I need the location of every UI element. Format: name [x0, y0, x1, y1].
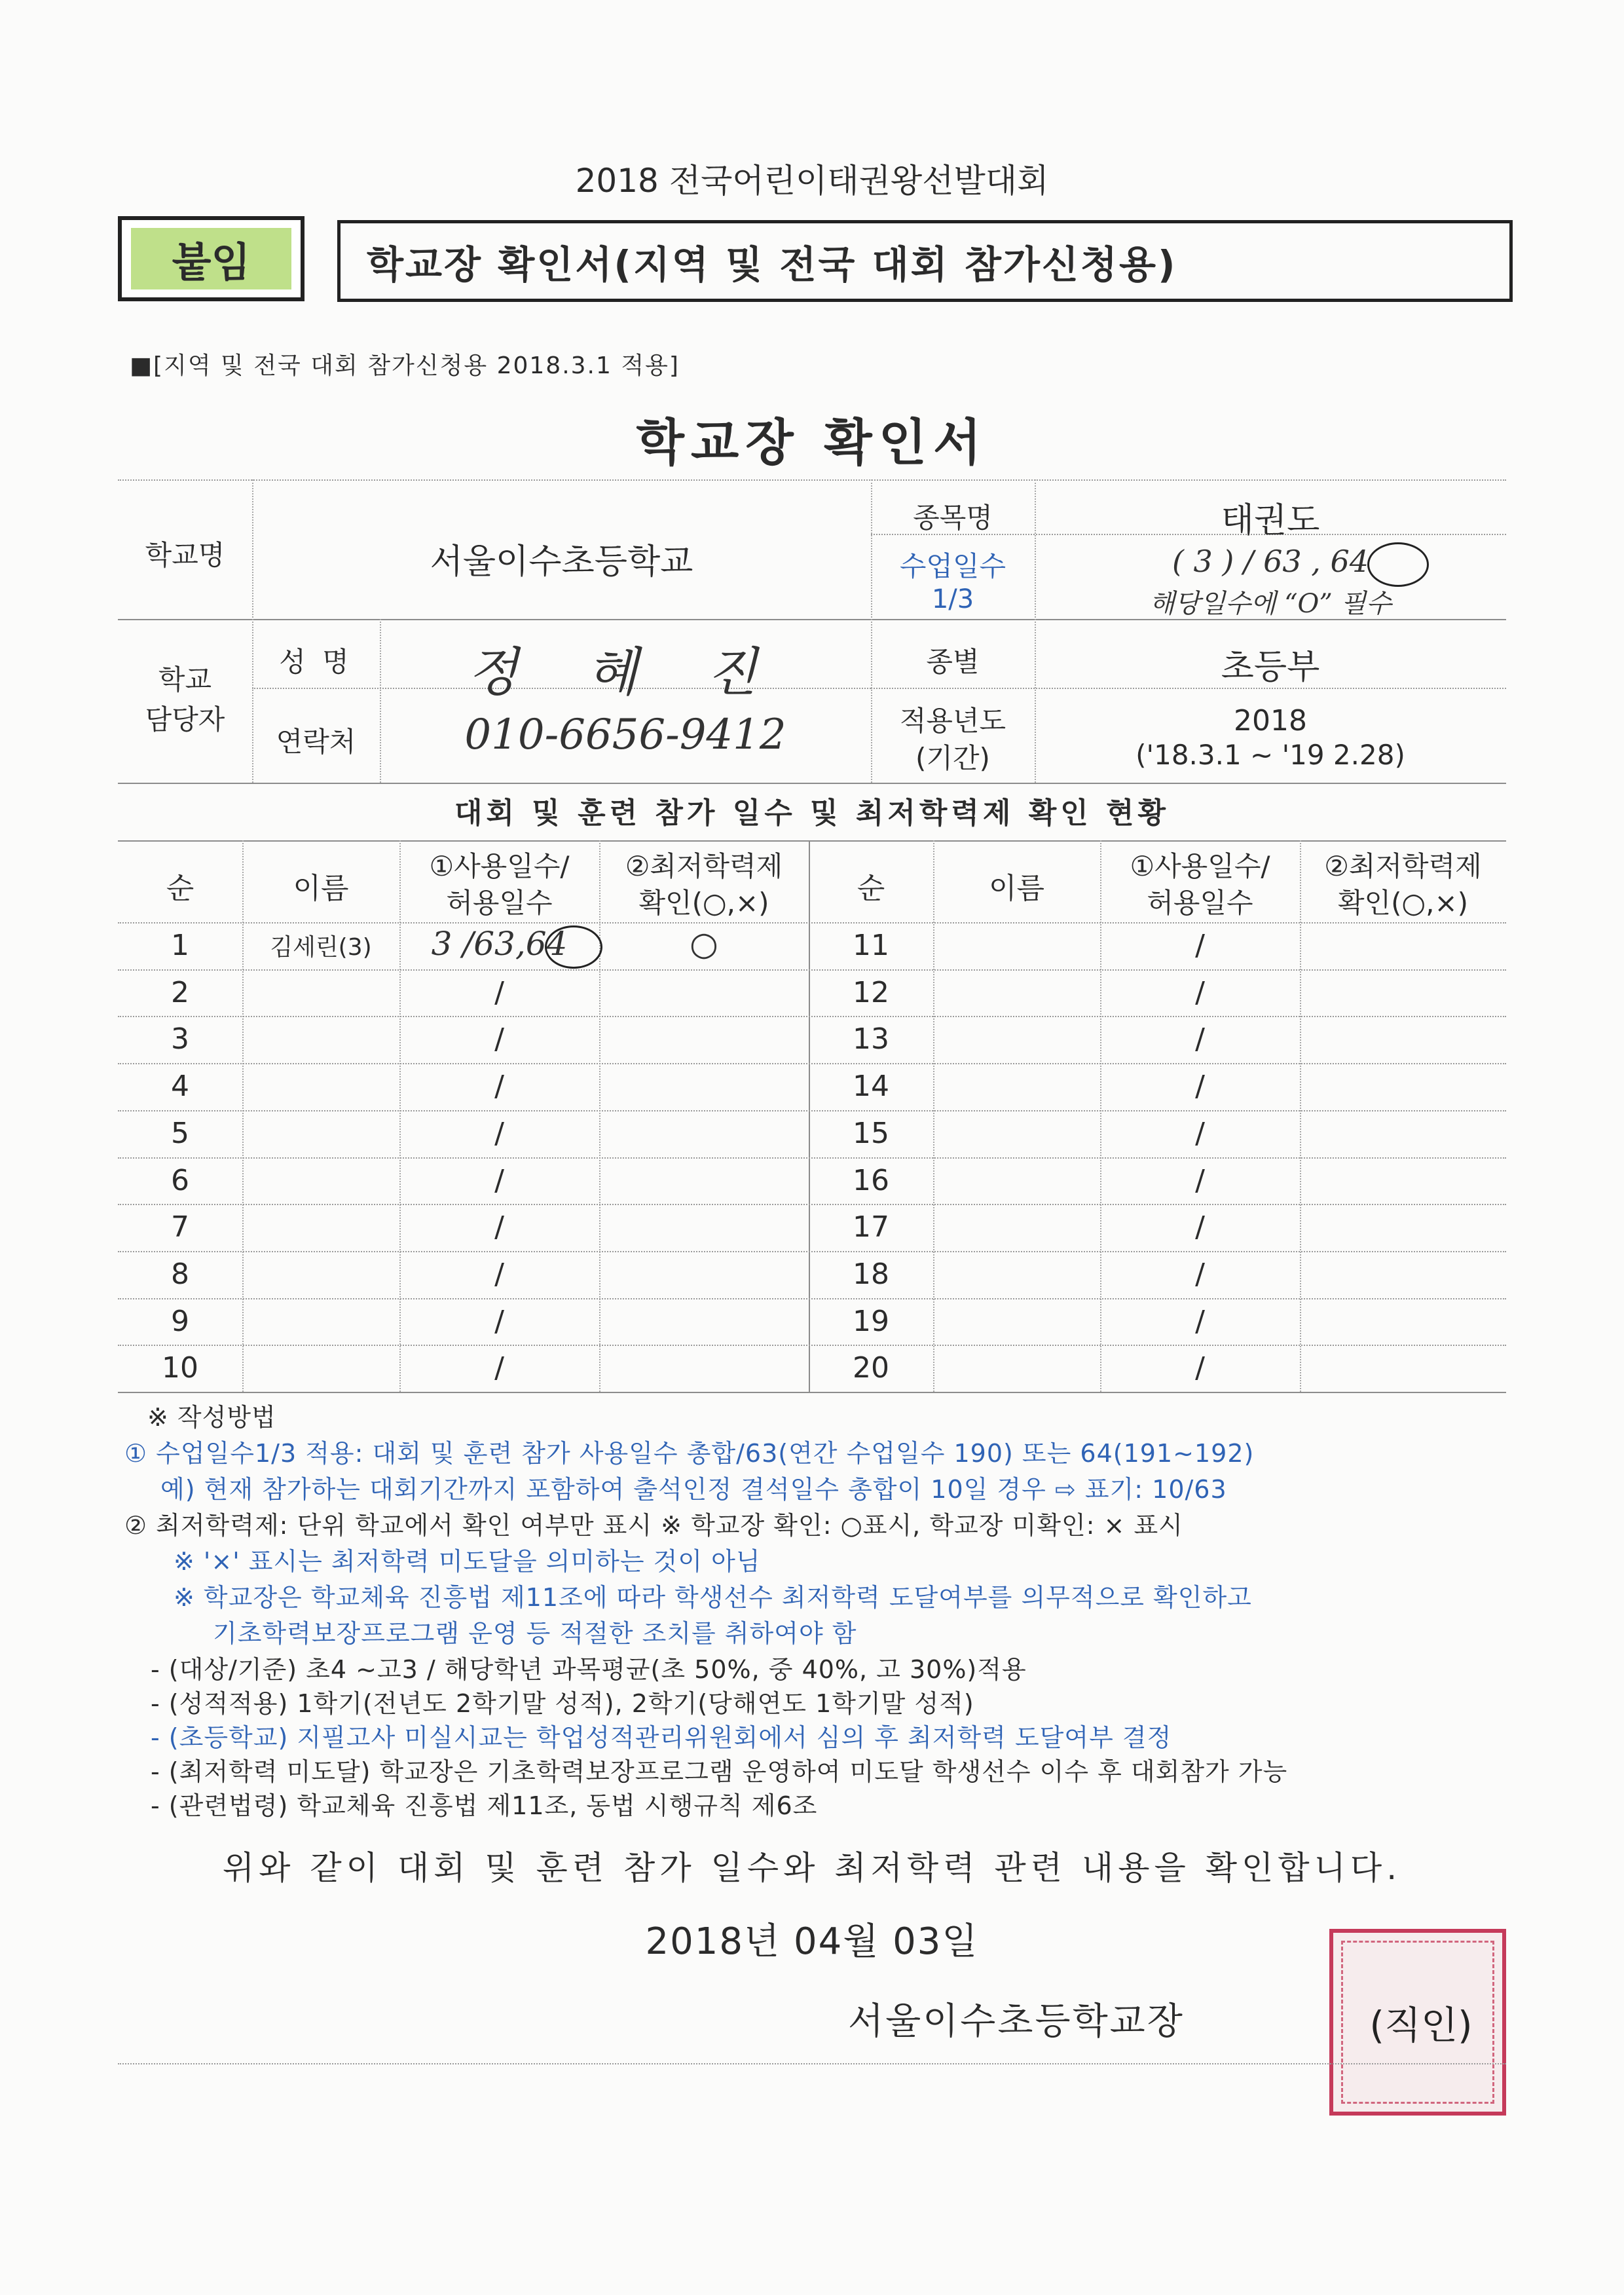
header-title-box [337, 220, 1513, 302]
col-days-header-2: 허용일수 [446, 887, 553, 919]
right-row-no: 14 [853, 1070, 889, 1104]
event-value: 태권도 [1221, 501, 1320, 540]
left-row-days: 3 /63,64 [431, 925, 568, 963]
right-row-no: 17 [853, 1210, 889, 1244]
right-row-no: 20 [853, 1351, 889, 1385]
class-days-label: 수업일수 [899, 550, 1006, 582]
left-row-days: / [494, 975, 504, 1009]
right-row-days: / [1195, 1304, 1205, 1338]
left-row-days: / [494, 1022, 504, 1056]
col-check-header-2: 확인(○,×) [638, 887, 769, 919]
left-row-no: 10 [162, 1351, 198, 1385]
left-row-no: 4 [171, 1070, 189, 1104]
school-name-label: 학교명 [145, 539, 225, 571]
right-row-days: / [1195, 929, 1205, 962]
detail-4: - (최저학력 미도달) 학교장은 기초학력보장프로그램 운영하여 미도달 학생선수 이수 후 대회참가 가능 [151, 1757, 1288, 1786]
class-days-value: ( 3 ) / 63 , 64 [1172, 544, 1369, 579]
detail-2: - (성적적용) 1학기(전년도 2학기말 성적), 2학기(당해연도 1학기말 성적) [151, 1689, 974, 1718]
left-row-no: 8 [171, 1257, 189, 1291]
right-row-days: / [1195, 1210, 1205, 1244]
form-title: 학교장 확인서 [636, 413, 988, 472]
contact-label: 연락처 [276, 726, 356, 758]
right-row-no: 18 [853, 1257, 889, 1291]
col-name-header-right: 이름 [988, 872, 1044, 905]
right-row-no: 16 [853, 1163, 889, 1197]
applied-note: ■[지역 및 전국 대회 참가신청용 2018.3.1 적용] [130, 352, 680, 379]
left-row-no: 7 [171, 1210, 189, 1244]
col-check-header: ②최저학력제 [625, 850, 783, 882]
right-row-days: / [1195, 1351, 1205, 1385]
row1-circled-64-mark [545, 925, 602, 969]
left-row-name: 김세린(3) [270, 934, 372, 961]
attachment-badge [118, 216, 304, 301]
right-row-days: / [1195, 1116, 1205, 1150]
col-days-header-right-2: 허용일수 [1147, 887, 1253, 919]
name-label: 성 명 [279, 646, 353, 678]
right-row-no: 15 [853, 1116, 889, 1150]
class-days-hint: 해당일수에 “O” 필수 [1149, 589, 1392, 619]
left-row-no: 3 [171, 1022, 189, 1056]
detail-1: - (대상/기준) 초4 ~고3 / 해당학년 과목평균(초 50%, 중 40%, 고 30%)적용 [151, 1655, 1027, 1684]
right-row-days: / [1195, 1070, 1205, 1104]
col-check-header-right: ②최저학력제 [1324, 850, 1482, 882]
notes-heading: ※ 작성방법 [147, 1403, 276, 1432]
note-2: ② 최저학력제: 단위 학교에서 확인 여부만 표시 ※ 학교장 확인: ○표시, 학교장 미확인: × 표시 [124, 1511, 1183, 1540]
event-title: 2018 전국어린이태권왕선발대회 [575, 162, 1049, 200]
right-row-days: / [1195, 975, 1205, 1009]
year-value: 2018 [1234, 704, 1307, 737]
left-row-days: / [494, 1304, 504, 1338]
left-row-days: / [494, 1070, 504, 1104]
left-row-days: / [494, 1116, 504, 1150]
left-row-no: 6 [171, 1163, 189, 1197]
left-row-days: / [494, 1163, 504, 1197]
header-title: 학교장 확인서(지역 및 전국 대회 참가신청용) [367, 242, 1177, 287]
note-2-a: ※ '×' 표시는 최저학력 미도달을 의미하는 것이 아님 [174, 1547, 761, 1576]
attachment-label: 붙임 [131, 228, 291, 289]
right-row-days: / [1195, 1257, 1205, 1291]
note-2-b: ※ 학교장은 학교체육 진흥법 제11조에 따라 학생선수 최저학력 도달여부를 의무적으로 확인하고 [174, 1583, 1252, 1612]
col-name-header: 이름 [293, 872, 349, 905]
period-value: ('18.3.1 ~ '19 2.28) [1135, 739, 1405, 771]
left-row-days: / [494, 1351, 504, 1385]
left-row-check: ○ [690, 925, 718, 963]
category-value: 초등부 [1221, 648, 1320, 687]
left-row-no: 2 [171, 975, 189, 1009]
manager-label: 학교 [158, 663, 212, 696]
col-days-header: ①사용일수/ [429, 850, 570, 882]
category-label: 종별 [926, 646, 980, 678]
manager-label-2: 담당자 [145, 703, 225, 736]
year-label: 적용년도 [899, 705, 1006, 737]
left-row-no: 9 [171, 1304, 189, 1338]
detail-3: - (초등학교) 지필고사 미실시교는 학업성적관리위원회에서 심의 후 최저학력 도달여부 결정 [151, 1723, 1172, 1752]
circled-64-mark [1367, 542, 1429, 587]
note-1-example: 예) 현재 참가하는 대회기간까지 포함하여 출석인정 결석일수 총합이 10일 경우 ⇨ 표기: 10/63 [160, 1475, 1227, 1504]
status-title: 대회 및 훈련 참가 일수 및 최저학력제 확인 현황 [454, 796, 1170, 830]
col-no-header: 순 [166, 872, 194, 905]
date: 2018년 04월 03일 [645, 1920, 979, 1963]
right-row-no: 19 [853, 1304, 889, 1338]
right-row-no: 11 [853, 929, 889, 962]
principal-name: 서울이수초등학교장 [848, 2000, 1185, 2043]
left-row-days: / [494, 1210, 504, 1244]
right-row-days: / [1195, 1163, 1205, 1197]
year-label-2: (기간) [915, 742, 990, 774]
note-1: ① 수업일수1/3 적용: 대회 및 훈련 참가 사용일수 총합/63(연간 수업일수 190) 또는 64(191~192) [124, 1439, 1255, 1468]
seal-label: (직인) [1369, 2003, 1473, 2047]
contact-value: 010-6656-9412 [464, 711, 786, 759]
note-2-b-cont: 기초학력보장프로그램 운영 등 적절한 조치를 취하여야 함 [213, 1619, 857, 1648]
col-no-header-right: 순 [857, 872, 885, 905]
right-row-days: / [1195, 1022, 1205, 1056]
confirm-text: 위와 같이 대회 및 훈련 참가 일수와 최저학력 관련 내용을 확인합니다. [222, 1849, 1402, 1887]
col-check-header-right-2: 확인(○,×) [1337, 887, 1469, 919]
left-row-no: 1 [171, 929, 189, 962]
manager-name: 정 혜 진 [467, 642, 784, 703]
detail-5: - (관련법령) 학교체육 진흥법 제11조, 동법 시행규칙 제6조 [151, 1791, 818, 1820]
left-row-days: / [494, 1257, 504, 1291]
class-days-ratio: 1/3 [931, 584, 974, 614]
left-row-no: 5 [171, 1116, 189, 1150]
event-label: 종목명 [913, 502, 993, 534]
col-days-header-right: ①사용일수/ [1130, 850, 1270, 882]
right-row-no: 13 [853, 1022, 889, 1056]
school-name: 서울이수초등학교 [430, 542, 693, 582]
right-row-no: 12 [853, 975, 889, 1009]
